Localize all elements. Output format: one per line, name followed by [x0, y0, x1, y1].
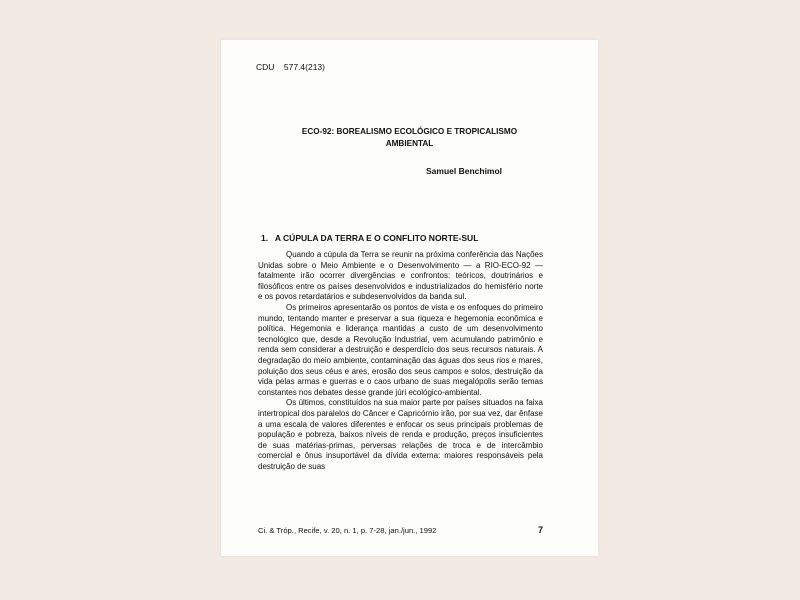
page-number: 7	[537, 525, 543, 535]
section-heading: 1. A CÚPULA DA TERRA E O CONFLITO NORTE-SUL	[261, 233, 479, 243]
footer-citation: Ci. & Tróp., Recife, v. 20, n. 1, p. 7-28, jan./jun., 1992	[258, 526, 437, 535]
author-name: Samuel Benchimol	[426, 166, 503, 176]
body-text	[258, 250, 543, 472]
paragraph: Quando a cúpula da Terra se reunir na próxima conferência das Nações Unidas sobre o Meio Ambiente e o Desenvolvimento — a RIO-ECO-92 — fatalmente irão ocorrer divergências e confrontos: teóricos, doutrinários e filosóficos entre os países desenvolvidos e industrializados do hemisfério norte e os povos retardatários e subdesenvolvidos da banda sul.	[258, 250, 543, 302]
paragraph: Os primeiros apresentarão os pontos de vista e os enfoques do primeiro mundo, tentando manter e preservar a sua riqueza e hegemonia econômica e política. Hegemonia e liderança mantidas a custo de um desenvolvimento tecnológico que, desde a Revolução Industrial, vem acumulando patrimônio e renda sem considerar a destruição e desperdício dos seus recursos naturais. A degradação do meio ambiente, contaminação das águas dos seus rios e mares, poluição dos seus céus e ares, erosão dos seus campos e solos, destruição da vida pelas armas e guerras e o caos urbano de suas megalópolis serão temas constantes nos debates desse grande júri ecológico-ambiental.	[258, 302, 543, 397]
title-line-2: AMBIENTAL	[385, 139, 434, 148]
title-line-1: ECO-92: BOREALISMO ECOLÓGICO E TROPICALISMO	[301, 127, 518, 136]
paragraph: Os últimos, constituídos na sua maior parte por países situados na faixa intertropical dos paralelos do Câncer e Capricórnio irão, por sua vez, dar ênfase a uma escala de valores diferentes e enfocar os seus principais problemas de população e pobreza, baixos níveis de renda e produção, preços insuficientes de suas matérias-primas, perversas relações de troca e de intercâmbio comercial e ônus insuportável da dívida externa: maiores responsáveis pela destruição de suas	[258, 398, 543, 471]
article-title	[241, 126, 578, 150]
page-footer	[258, 526, 543, 535]
cdu-classification: CDU 577.4(213)	[256, 62, 325, 72]
document-page	[221, 40, 598, 556]
